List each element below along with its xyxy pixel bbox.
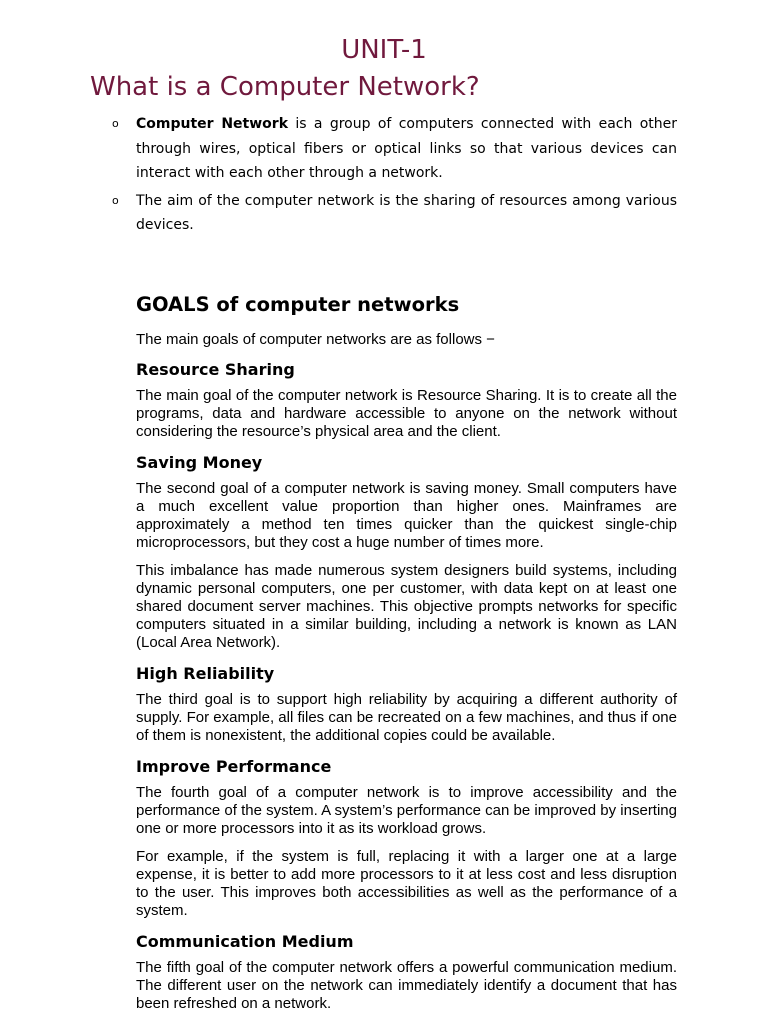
improve-performance-paragraph-2: For example, if the system is full, replacing it with a larger one at a large expense, it is better to add more processors to it at less cost and less disruption to the user. This improves both accessibilities as well as the performance of a system. bbox=[136, 848, 677, 919]
intro-list bbox=[110, 112, 677, 241]
high-reliability-paragraph: The third goal is to support high reliability by acquiring a different authority of supply. For example, all files can be recreated on a few machines, and thus if one of them is nonexistent, the additional copies could be available. bbox=[136, 691, 677, 744]
high-reliability-heading: High Reliability bbox=[136, 664, 275, 683]
resource-sharing-heading: Resource Sharing bbox=[136, 360, 295, 379]
bullet-icon: o bbox=[112, 193, 119, 207]
list-item bbox=[110, 112, 677, 186]
goals-intro: The main goals of computer networks are as follows − bbox=[136, 331, 495, 348]
resource-sharing-paragraph: The main goal of the computer network is Resource Sharing. It is to create all the programs, data and hardware accessible to anyone on the network without considering the resource’s physical area and the client. bbox=[136, 387, 677, 440]
bullet-icon: o bbox=[112, 117, 119, 130]
definition-text: is a group of computers connected with each other through wires, optical fibers or optical links so that various devices can interact with each other through a network. bbox=[136, 116, 677, 181]
saving-money-heading: Saving Money bbox=[136, 453, 263, 472]
saving-money-paragraph-1: The second goal of a computer network is saving money. Small computers have a much excellent value proportion than higher ones. Mainframes are approximately a method ten times quicker than the quickest single-chip microprocessors, but they cost a huge number of times more. bbox=[136, 480, 677, 551]
page-title: What is a Computer Network? bbox=[90, 72, 480, 102]
list-item bbox=[110, 189, 677, 238]
communication-medium-paragraph: The fifth goal of the computer network offers a powerful communication medium. The different user on the network can immediately identify a document that has been refreshed on a network. bbox=[136, 959, 677, 1012]
improve-performance-paragraph-1: The fourth goal of a computer network is to improve accessibility and the performance of the system. A system’s performance can be improved by inserting one or more processors into it as its workload grows. bbox=[136, 784, 677, 837]
goals-heading: GOALS of computer networks bbox=[136, 293, 460, 316]
communication-medium-heading: Communication Medium bbox=[136, 932, 354, 951]
unit-title: UNIT-1 bbox=[341, 35, 427, 65]
goals-section bbox=[136, 290, 677, 1023]
improve-performance-heading: Improve Performance bbox=[136, 757, 332, 776]
aim-text: The aim of the computer network is the sharing of resources among various devices. bbox=[136, 192, 677, 233]
saving-money-paragraph-2: This imbalance has made numerous system designers build systems, including dynamic personal computers, one per customer, with data kept on at least one shared document server machines. This objective prompts networks for specific computers situated in a similar building, including a network is known as LAN (Local Area Network). bbox=[136, 562, 677, 651]
term-computer-network: Computer Network bbox=[136, 116, 289, 132]
